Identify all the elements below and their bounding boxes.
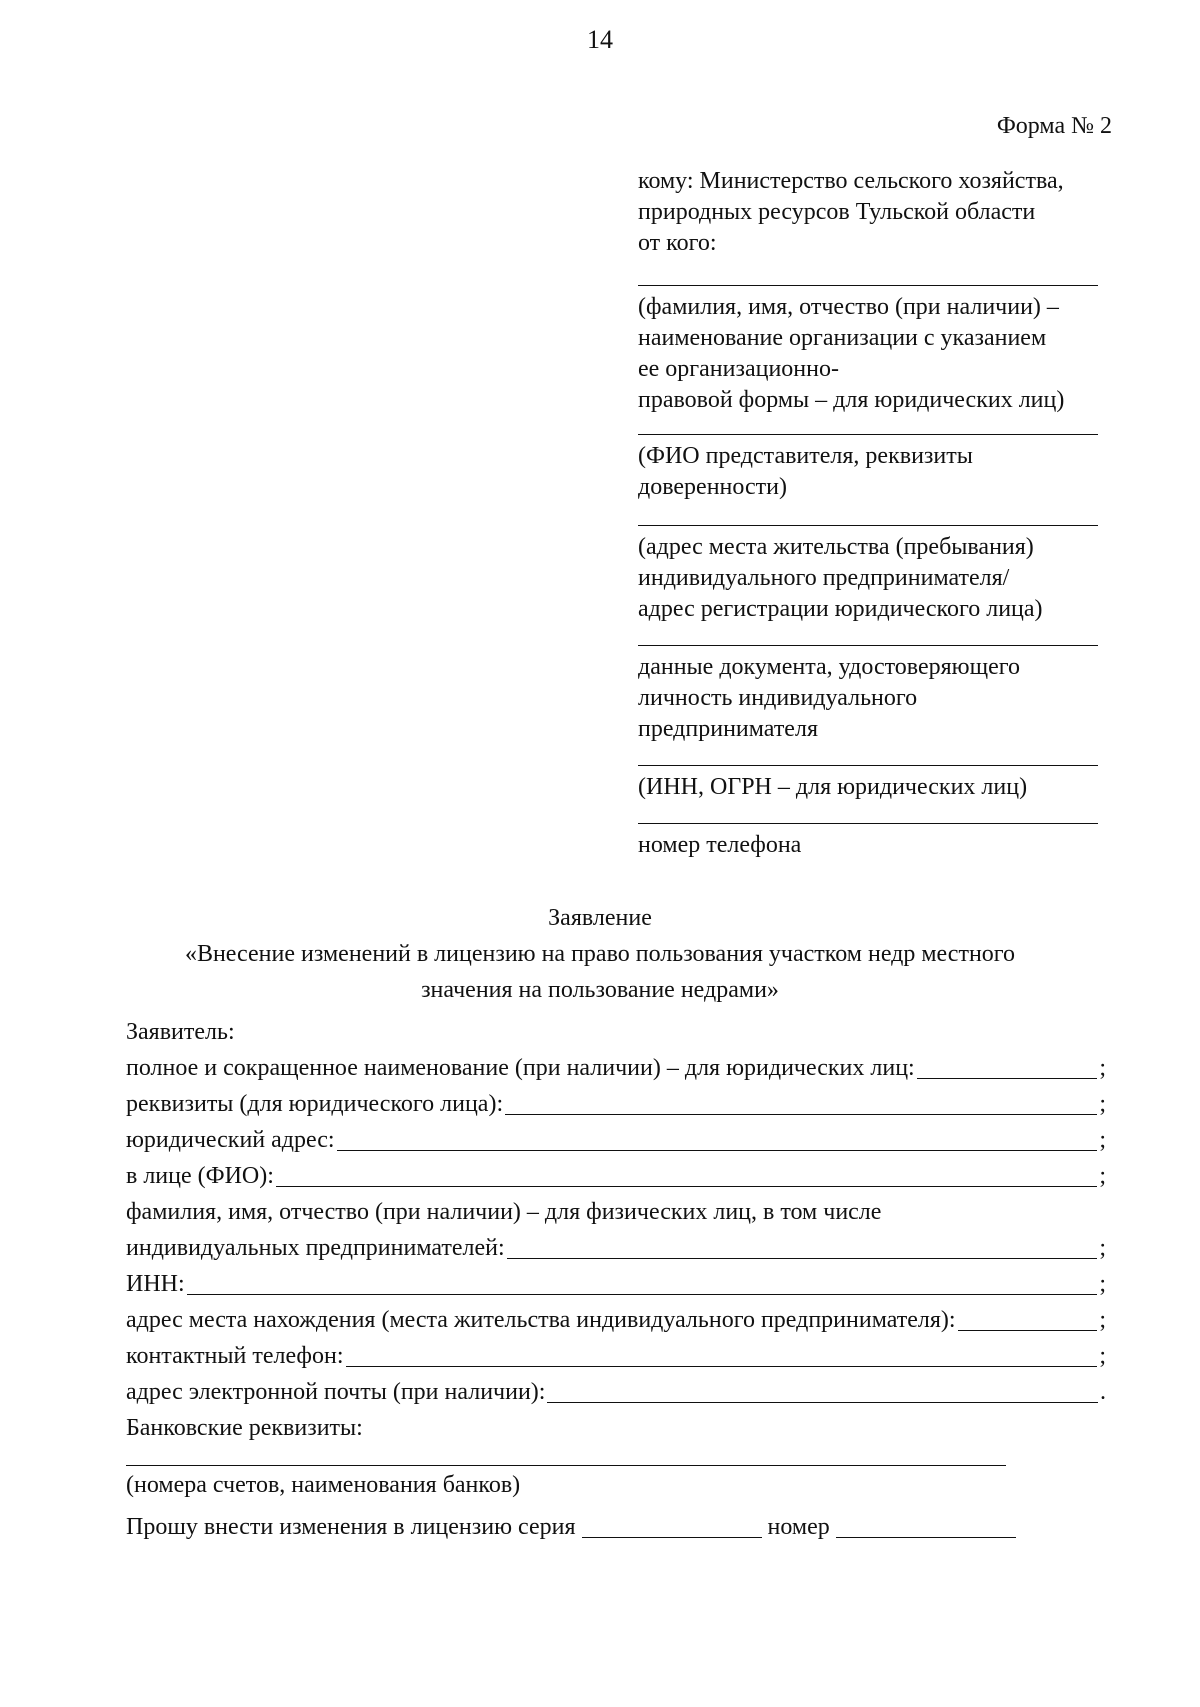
representative-field — [638, 434, 1108, 503]
location-label: адрес места нахождения (места жительства индивидуального предпринимателя): — [126, 1307, 956, 1334]
caption-line: данные документа, удостоверяющего — [638, 654, 1020, 680]
row-terminator: ; — [1099, 1163, 1106, 1190]
requisites-label: реквизиты (для юридического лица): — [126, 1091, 504, 1118]
applicant-section — [126, 1011, 1106, 1542]
sender-name-field — [638, 285, 1108, 416]
bank-details-caption: (номера счетов, наименования банков) — [126, 1472, 521, 1498]
entrepreneurs-label: индивидуальных предпринимателей: — [126, 1235, 505, 1262]
email-row — [126, 1371, 1106, 1407]
contact-phone-row — [126, 1335, 1106, 1371]
row-terminator: ; — [1099, 1271, 1106, 1298]
phone-field — [638, 823, 1108, 861]
caption-line: (ИНН, ОГРН – для юридических лиц) — [638, 774, 1028, 800]
requisites-blank[interactable] — [505, 1090, 1097, 1115]
row-terminator: ; — [1099, 1235, 1106, 1262]
application-subtitle-line1: «Внесение изменений в лицензию на право пользования участком недр местного — [184, 941, 1016, 967]
addressee-block — [638, 166, 1108, 861]
entrepreneurs-blank[interactable] — [507, 1234, 1098, 1259]
contact-phone-blank[interactable] — [346, 1342, 1098, 1367]
sender-name-caption — [638, 286, 1108, 416]
addressee-line: кому: Министерство сельского хозяйства, — [638, 168, 1064, 194]
addressee-line: природных ресурсов Тульской области — [638, 199, 1036, 225]
row-terminator: . — [1100, 1379, 1106, 1406]
contact-phone-label: контактный телефон: — [126, 1343, 344, 1370]
represented-by-row — [126, 1155, 1106, 1191]
caption-line: (фамилия, имя, отчество (при наличии) – — [638, 294, 1059, 320]
full-name-blank[interactable] — [917, 1054, 1098, 1079]
addressee-line: от кого: — [638, 230, 717, 256]
requisites-row — [126, 1083, 1106, 1119]
caption-line: предпринимателя — [638, 716, 818, 742]
row-terminator: ; — [1099, 1055, 1106, 1082]
caption-line: правовой формы – для юридических лиц) — [638, 387, 1065, 413]
legal-address-row — [126, 1119, 1106, 1155]
email-blank[interactable] — [547, 1378, 1098, 1403]
inn-label: ИНН: — [126, 1271, 185, 1298]
address-field — [638, 525, 1108, 625]
caption-line: наименование организации с указанием — [638, 325, 1047, 351]
license-request-label: Прошу внести изменения в лицензию серия — [126, 1514, 576, 1541]
bank-details-blank[interactable] — [126, 1465, 1006, 1466]
application-heading: Заявление — [548, 905, 652, 931]
row-terminator: ; — [1099, 1091, 1106, 1118]
identity-document-caption — [638, 646, 1108, 745]
individual-name-row — [126, 1191, 1106, 1227]
caption-line: (адрес места жительства (пребывания) — [638, 534, 1034, 560]
phone-caption — [638, 824, 1108, 861]
inn-row — [126, 1263, 1106, 1299]
license-series-blank[interactable] — [582, 1513, 762, 1538]
license-number-label: номер — [767, 1514, 830, 1541]
application-title — [100, 900, 1100, 1008]
caption-line: индивидуального предпринимателя/ — [638, 565, 1010, 591]
license-number-blank[interactable] — [836, 1513, 1016, 1538]
represented-by-label: в лице (ФИО): — [126, 1163, 274, 1190]
representative-caption — [638, 435, 1108, 503]
form-number: Форма № 2 — [996, 113, 1112, 139]
row-terminator: ; — [1099, 1127, 1106, 1154]
legal-address-label: юридический адрес: — [126, 1127, 335, 1154]
address-caption — [638, 526, 1108, 625]
location-row — [126, 1299, 1106, 1335]
bank-details-label: Банковские реквизиты: — [126, 1415, 363, 1442]
row-terminator: ; — [1099, 1307, 1106, 1334]
represented-by-blank[interactable] — [276, 1162, 1097, 1187]
location-blank[interactable] — [958, 1306, 1098, 1331]
license-request-row — [126, 1502, 1106, 1542]
legal-address-blank[interactable] — [337, 1126, 1098, 1151]
applicant-label-text: Заявитель: — [126, 1019, 235, 1046]
page-number: 14 — [587, 25, 613, 54]
caption-line: доверенности) — [638, 474, 787, 500]
inn-blank[interactable] — [187, 1270, 1098, 1295]
caption-line: (ФИО представителя, реквизиты — [638, 443, 973, 469]
full-name-label: полное и сокращенное наименование (при наличии) – для юридических лиц: — [126, 1055, 915, 1082]
caption-line: ее организационно- — [638, 356, 839, 382]
caption-line: личность индивидуального — [638, 685, 918, 711]
identity-document-field — [638, 645, 1108, 745]
application-subtitle-line2: значения на пользование недрами» — [421, 977, 779, 1003]
email-label: адрес электронной почты (при наличии): — [126, 1379, 546, 1406]
full-name-row — [126, 1047, 1106, 1083]
inn-ogrn-field — [638, 765, 1108, 803]
applicant-label — [126, 1011, 1106, 1047]
bank-details-row — [126, 1407, 1106, 1443]
inn-ogrn-caption — [638, 766, 1108, 803]
caption-line: номер телефона — [638, 832, 802, 858]
row-terminator: ; — [1099, 1343, 1106, 1370]
entrepreneurs-row — [126, 1227, 1106, 1263]
individual-name-label: фамилия, имя, отчество (при наличии) – для физических лиц, в том числе — [126, 1199, 882, 1226]
caption-line: адрес регистрации юридического лица) — [638, 596, 1043, 622]
